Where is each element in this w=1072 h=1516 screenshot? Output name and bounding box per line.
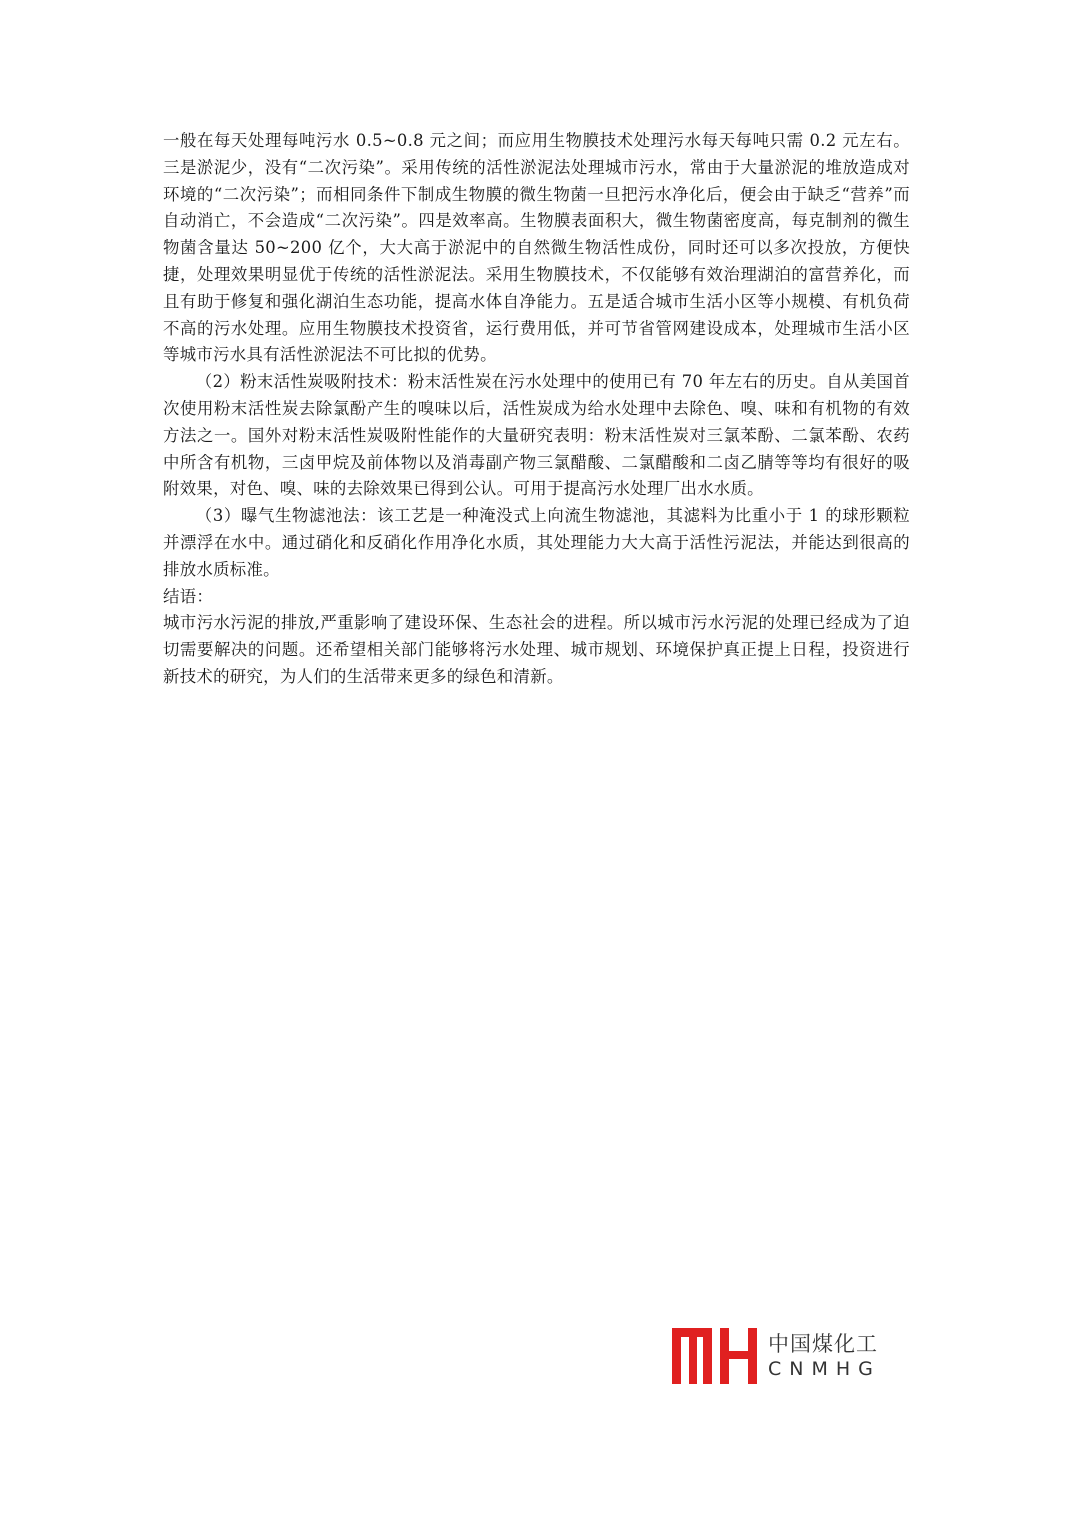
- paragraph-biological-aerated-filter: （3）曝气生物滤池法：该工艺是一种淹没式上向流生物滤池，其滤料为比重小于 1 的球形颗粒并漂浮在水中。通过硝化和反硝化作用净化水质，其处理能力大大高于活性污泥法，并能达到很高的排放水质标准。: [163, 506, 910, 579]
- conclusion-heading: 结语：: [163, 586, 214, 606]
- logo-name-chinese: 中国煤化工: [768, 1332, 878, 1356]
- paragraph-biofilm-advantages: 一般在每天处理每吨污水 0.5~0.8 元之间；而应用生物膜技术处理污水每天每吨只需 0.2 元左右。三是淤泥少，没有“二次污染”。采用传统的活性淤泥法处理城市污水，常由于大量淤泥的堆放造成对环境的“二次污染”；而相同条件下制成生物膜的微生物菌一旦把污水净化后，便会由于缺乏“营养”而自动消亡，不会造成“二次污染”。四是效率高。生物膜表面积大，微生物菌密度高，每克制剂的微生物菌含量达 50~200 亿个，大大高于淤泥中的自然微生物活性成份，同时还可以多次投放，方便快捷，处理效果明显优于传统的活性淤泥法。采用生物膜技术，不仅能够有效治理湖泊的富营养化，而且有助于修复和强化湖泊生态功能，提高水体自净能力。五是适合城市生活小区等小规模、有机负荷不高的污水处理。应用生物膜技术投资省，运行费用低，并可节省管网建设成本，处理城市生活小区等城市污水具有活性淤泥法不可比拟的优势。: [163, 131, 910, 365]
- cnmhg-logo-mark-icon: [670, 1326, 760, 1386]
- logo-name-english: CNMHG: [768, 1358, 881, 1380]
- paragraph-powdered-activated-carbon: （2）粉末活性炭吸附技术：粉末活性炭在污水处理中的使用已有 70 年左右的历史。自从美国首次使用粉末活性炭去除氯酚产生的嗅味以后，活性炭成为给水处理中去除色、嗅、味和有机物的有效方法之一。国外对粉末活性炭吸附性能作的大量研究表明：粉末活性炭对三氯苯酚、二氯苯酚、农药中所含有机物，三卤甲烷及前体物以及消毒副产物三氯醋酸、二氯醋酸和二卤乙腈等等均有很好的吸附效果，对色、嗅、味的去除效果已得到公认。可用于提高污水处理厂出水水质。: [163, 372, 910, 499]
- cnmhg-logo: [670, 1326, 890, 1388]
- paragraph-conclusion: 城市污水污泥的排放,严重影响了建设环保、生态社会的进程。所以城市污水污泥的处理已经成为了迫切需要解决的问题。还希望相关部门能够将污水处理、城市规划、环境保护真正提上日程，投资进行新技术的研究，为人们的生活带来更多的绿色和清新。: [163, 613, 910, 686]
- document-body: [163, 128, 910, 691]
